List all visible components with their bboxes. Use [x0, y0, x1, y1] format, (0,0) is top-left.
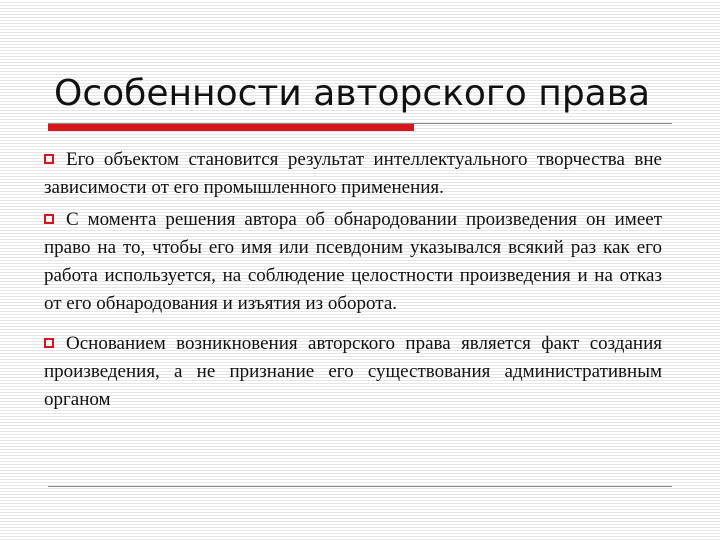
bullet-list — [44, 146, 662, 414]
bullet-item-3 — [44, 330, 662, 414]
bullet-text: С момента решения автора об обнародовании произведения он имеет право на то, чтобы его имя или псевдоним указывался всякий раз как его работа используется, на соблюдение целостности произведения и на отказ от его обнародования и изъятия из оборота. — [44, 209, 662, 314]
square-bullet-icon — [44, 338, 54, 348]
bullet-text: Его объектом становится результат интеллектуального творчества вне зависимости от его промышленного применения. — [44, 149, 662, 198]
slide-title: Особенности авторского права — [54, 73, 651, 114]
square-bullet-icon — [44, 214, 54, 224]
bullet-item-1 — [44, 146, 662, 202]
bullet-text: Основанием возникновения авторского права является факт создания произведения, а не признание его существования административным органом — [44, 333, 662, 410]
footer-divider — [48, 486, 672, 487]
title-accent-bar — [48, 124, 414, 131]
bullet-item-2 — [44, 206, 662, 318]
square-bullet-icon — [44, 154, 54, 164]
